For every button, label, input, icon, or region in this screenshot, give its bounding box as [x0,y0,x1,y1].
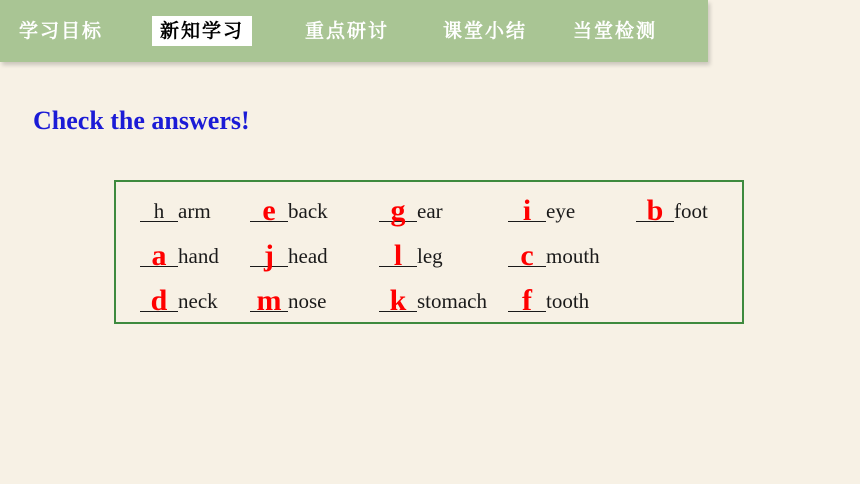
body-part-word: mouth [546,244,600,268]
body-part-word: eye [546,199,576,223]
answer-letter: l [393,239,403,272]
body-part-word: ear [417,199,443,223]
body-part-word: tooth [546,289,590,313]
answer-letter: d [150,284,168,317]
tab-new-knowledge[interactable]: 新知学习 [152,16,252,46]
answers-box [114,180,744,324]
body-part-word: back [288,199,328,223]
body-part-word: leg [417,244,443,268]
answer-letter: i [522,194,532,227]
answer-letter: e [262,194,276,227]
tab-in-class-test[interactable]: 当堂检测 [573,20,658,42]
answer-letter: g [390,194,406,227]
body-part-word: stomach [417,289,487,313]
body-part-word: nose [288,289,327,313]
answer-letter: h [153,199,165,223]
tab-key-discussion[interactable]: 重点研讨 [305,20,390,42]
tab-class-summary[interactable]: 课堂小结 [443,20,528,42]
body-part-word: neck [178,289,218,313]
page-title: Check the answers! [33,106,250,135]
tab-learning-goals[interactable]: 学习目标 [19,20,104,42]
answer-letter: a [151,239,167,272]
answer-letter: c [520,239,534,272]
body-part-word: foot [674,199,708,223]
body-part-word: head [288,244,328,268]
answer-letter: j [264,239,274,272]
body-part-word: hand [178,244,219,268]
body-part-word: arm [178,199,211,223]
answer-letter: k [389,284,407,317]
answer-letter: b [646,194,664,227]
answer-letter: m [256,284,282,317]
top-nav-bar [0,0,708,62]
answer-letter: f [522,284,532,317]
